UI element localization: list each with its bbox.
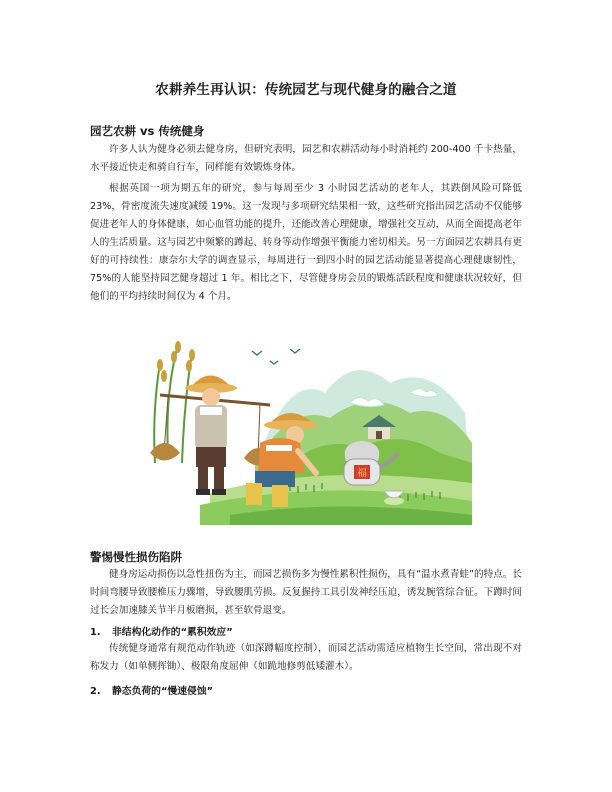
list-number: 2. <box>90 686 101 697</box>
paragraph-uk-study: 根据英国一项为期五年的研究，参与每周至少 3 小时园艺活动的老年人，其跌倒风险可降低 23%，骨密度流失速度减缓 19%。这一发现与多项研究结果相一致，这些研究指出园艺活动不仅能够促进老年人的身体健康，如心血管功能的提升，还能改善心理健康，增强社交互动，从而全面提高老年人的生活质量。这与园艺中频繁的蹲起、转身等动作增强平衡能力密切相关。另一方面园艺农耕具有更好的可持续性：康奈尔大学的调查显示，每周进行一到四小时的园艺活动能显著提高心理健康韧性，75%的人能坚持园艺健身超过 1 年。相比之下，尽管健身房会员的锻炼活跃程度和健康状况较好，但他们的平均持续时间仅为 4 个月。 <box>90 183 522 302</box>
list-number: 1. <box>90 627 101 638</box>
list-title: 静态负荷的“慢速侵蚀” <box>112 686 214 697</box>
terraces <box>200 475 472 525</box>
paragraph-cumulative-effect: 传统健身通常有规范动作轨迹（如深蹲幅度控制），而园艺活动需适应植物生长空间，常出现不对称发力（如单侧挥锄）、极限角度屈伸（如跪地修剪低矮灌木）。 <box>90 643 522 672</box>
section-heading-chronic-injury: 警惕慢性损伤陷阱 <box>90 550 182 564</box>
paragraph-injury-types: 健身房运动损伤以急性扭伤为主，而园艺损伤多为慢性累积性损伤，具有“温水煮青蛙”的特点。长时间弯腰导致腰椎压力骤增，导致腰肌劳损。反复握持工具引发神经压迫，诱发腕管综合征。下蹲时间过长会加速膝关节半月板磨损，甚至软骨退变。 <box>90 569 522 616</box>
section-heading-gardening-vs-fitness: 园艺农耕 vs 传统健身 <box>90 124 205 138</box>
birds <box>252 349 300 364</box>
document-title: 农耕养生再认识：传统园艺与现代健身的融合之道 <box>155 82 457 98</box>
list-item-1-heading <box>90 624 522 638</box>
teapot-fu-character: 福 <box>357 468 367 479</box>
farming-illustration <box>140 333 472 525</box>
list-item-2-heading <box>90 683 522 697</box>
paragraph-calories: 许多人认为健身必须去健身房，但研究表明，园艺和农耕活动每小时消耗约 200-400 千卡热量，水平接近快走和骑自行车，同样能有效锻炼身体。 <box>90 144 522 173</box>
list-title: 非结构化动作的“累积效应” <box>112 627 233 638</box>
